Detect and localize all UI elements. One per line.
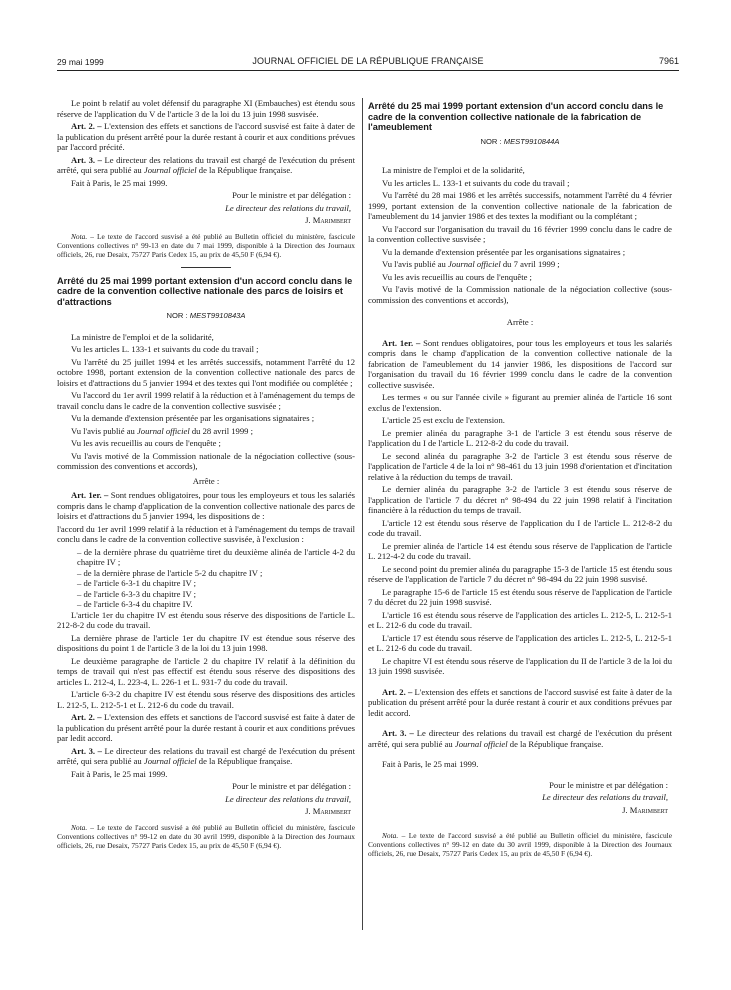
- header-date: 29 mai 1999: [57, 57, 104, 67]
- reserve-paragraph: Le deuxième paragraphe de l'article 2 du chapitre IV relatif à la définition du temps de travail qui n'est pas effectif est étendu sous réserve des dispositions des articles L. 212-4, L. 223-4, L. 226-1 et L. 931-7 du code du travail.: [57, 655, 355, 687]
- reserve-paragraph: Le second point du premier alinéa du paragraphe 15-3 de l'article 15 est étendu sous réserve de l'application de l'article 7 du décret n° 98-494 du 22 juin 1998 susvisé.: [368, 563, 672, 585]
- article-label: Art. 2. –: [382, 686, 413, 697]
- visa-paragraph: Vu la demande d'extension présentée par les organisations signataires ;: [71, 413, 315, 424]
- nor-code: MEST9910844A: [503, 136, 560, 146]
- article-text: Sont rendues obligatoires, pour tous les employeurs et tous les salariés compris dans le champ d'application de la convention collective nationale de la fabrication de l'ameublement du 14 janvier 1986, les dispositions de l'accord sur l'organisation du travail du 16 février 1999 conclu dans le cadre de la convention collective susvisée.: [368, 337, 672, 390]
- signature: J. Marimbert: [305, 806, 351, 817]
- article-text: L'extension des effets et sanctions de l'accord susvisé est faite à dater de la publication du présent arrêté pour la durée restant à courir et aux conditions prévues par ledit accord.: [57, 712, 355, 744]
- visa-text-end: du 28 avril 1999 ;: [191, 425, 253, 436]
- article-text-end: de la République française.: [509, 738, 604, 749]
- reserve-paragraph: L'article 6-3-2 du chapitre IV est étendu sous réserve des dispositions des articles L. 212-5, L. 212-5-1 et L. 212-6 du code du travail.: [57, 689, 355, 710]
- article-text: L'extension des effets et sanctions de l'accord susvisé est faite à dater de la publication du présent arrêté pour la durée restant à courir et aux conditions prévues par l'accord précité.: [57, 121, 355, 152]
- visa-paragraph: [57, 426, 355, 437]
- signature: J. Marimbert: [305, 215, 351, 225]
- article-2: [368, 687, 672, 719]
- article-text: Le directeur des relations du travail est chargé de l'exécution du présent arrêté, qui sera publié au: [57, 154, 355, 175]
- journal-name: Journal officiel: [447, 259, 501, 270]
- exclusion-item: – de la dernière phrase de l'article 5-2 du chapitre IV ;: [77, 567, 263, 578]
- accord-paragraph: l'accord du 1er avril 1999 relatif à la réduction et à l'aménagement du temps de travail conclu dans le cadre de la convention collective susvisée, à l'exclusion :: [57, 523, 355, 545]
- header-rule: [57, 70, 679, 71]
- article-label: Art. 3. –: [382, 728, 414, 739]
- exclusion-item: – de l'article 6-3-4 du chapitre IV.: [77, 599, 193, 610]
- visa-paragraph: Vu l'avis motivé de la Commission nationale de la négociation collective (sous-commission des conventions et accords),: [57, 450, 355, 472]
- left-column: [57, 98, 355, 852]
- visa-paragraph: Vu les avis recueillis au cours de l'enquête ;: [382, 271, 532, 282]
- exclusion-item: – de l'article 6-3-3 du chapitre IV ;: [77, 588, 197, 599]
- nota-label: Nota.: [71, 231, 88, 241]
- reserve-paragraph: Le dernier alinéa du paragraphe 3-2 de l'article 3 est étendu sous réserve de l'application de l'article 7 du décret n° 98-494 du 22 juin 1998 relatif à l'incitation financière à la réduction du temps de travail.: [368, 484, 672, 516]
- article-2: [57, 121, 355, 153]
- article-label: Art. 1er. –: [71, 490, 109, 501]
- reserve-paragraph: Le paragraphe 15-6 de l'article 15 est étendu sous réserve de l'application de l'article 7 du décret du 22 juin 1998 susvisé.: [368, 586, 672, 608]
- nor-reference: [57, 311, 355, 322]
- intro-paragraph: Le point b relatif au volet défensif du paragraphe XI (Embauches) est étendu sous réserve de l'application du V de l'article 3 de la loi du 13 juin 1998 susvisée.: [57, 98, 355, 119]
- visa-paragraph: Vu l'accord sur l'organisation du travail du 16 février 1999 conclu dans le cadre de la convention collective susvisée ;: [368, 223, 672, 245]
- reserve-paragraph: L'article 17 est étendu sous réserve de l'application des articles L. 212-5, L. 212-5-1 et L. 212-6 du code du travail.: [368, 632, 672, 654]
- reserve-paragraph: L'article 25 est exclu de l'extension.: [382, 415, 505, 426]
- nor-code: MEST9910843A: [189, 311, 246, 321]
- article-label: Art. 2. –: [71, 121, 102, 131]
- decree-heading: Arrêté du 25 mai 1999 portant extension d'un accord conclu dans le cadre de la convention collective nationale de la fabrication de l'ameublement: [368, 101, 664, 133]
- reserve-paragraph: L'article 1er du chapitre IV est étendu sous réserve des dispositions de l'article L. 212-8-2 du code du travail.: [57, 609, 355, 631]
- visa-paragraph: Vu les articles L. 133-1 et suivants du code du travail ;: [71, 344, 259, 355]
- delegation-line: Pour le ministre et par délégation :: [232, 781, 351, 792]
- visa-text: Vu l'avis publié au: [382, 259, 446, 270]
- nota-text: – Le texte de l'accord susvisé a été publié au Bulletin officiel du ministère, fascicule Conventions collectives n° 99-13 en date du 7 mai 1999, disponible à la Direction des Journaux officiels, 26, rue Desaix, 75727 Paris Cedex 15, au prix de 45,50 F (6,94 €).: [57, 231, 355, 259]
- reserve-paragraph: Le chapitre VI est étendu sous réserve de l'application du II de l'article 3 de la loi du 13 juin 1998 susvisée.: [368, 655, 672, 677]
- delegation-line: Pour le ministre et par délégation :: [232, 190, 351, 200]
- visa-text-end: du 7 avril 1999 ;: [502, 259, 560, 270]
- nor-label: NOR :: [166, 311, 188, 321]
- article-text: Le directeur des relations du travail est chargé de l'exécution du présent arrêté, qui sera publié au: [368, 728, 672, 749]
- journal-name: Journal officiel: [454, 738, 508, 749]
- nor-label: NOR :: [480, 136, 502, 146]
- page-header: [57, 56, 679, 70]
- visa-paragraph: Vu l'arrêté du 25 juillet 1994 et les arrêtés successifs, notamment l'arrêté du 12 octobre 1998, portant extension de la convention collective nationale des parcs de loisirs et d'attractions du 5 janvier 1994 et des textes qui l'ont modifiée ou complétée ;: [57, 356, 355, 388]
- fait-line: Fait à Paris, le 25 mai 1999.: [71, 768, 168, 779]
- nota-note: [57, 232, 355, 259]
- visa-paragraph: Vu les avis recueillis au cours de l'enquête ;: [71, 438, 221, 449]
- article-label: Art. 3. –: [71, 745, 102, 756]
- article-3: [368, 728, 672, 749]
- article-label: Art. 3. –: [71, 154, 102, 165]
- reserve-paragraph: Les termes « ou sur l'année civile » figurant au premier alinéa de l'article 16 sont exclus de l'extension.: [368, 392, 672, 413]
- ministre-line: La ministre de l'emploi et de la solidarité,: [71, 331, 214, 342]
- article-1: [57, 490, 355, 522]
- nota-note: [57, 823, 355, 850]
- decree-heading: Arrêté du 25 mai 1999 portant extension d'un accord conclu dans le cadre de la convention collective nationale des parcs de loisirs et d'attractions: [57, 275, 353, 307]
- right-column: [368, 101, 672, 860]
- visa-paragraph: [368, 259, 672, 270]
- visa-paragraph: Vu l'accord du 1er avril 1999 relatif à la réduction et à l'aménagement du temps de travail conclu dans le cadre de la convention collective susvisée ;: [57, 390, 355, 411]
- visa-paragraph: Vu la demande d'extension présentée par les organisations signataires ;: [382, 246, 626, 257]
- ministre-line: La ministre de l'emploi et de la solidarité,: [382, 165, 525, 176]
- nota-text: – Le texte de l'accord susvisé a été publié au Bulletin officiel du ministère, fascicule Conventions collectives n° 99-12 en date du 30 avril 1999, disponible à la Direction des Journaux officiels, 26, rue Desaix, 75727 Paris Cedex 15, au prix de 45,50 F (6,94 €).: [368, 831, 672, 859]
- visa-paragraph: Vu l'avis motivé de la Commission nationale de la négociation collective (sous-commission des conventions et accords),: [368, 284, 672, 305]
- article-3: [57, 746, 355, 767]
- visa-paragraph: Vu les articles L. 133-1 et suivants du code du travail ;: [382, 177, 570, 188]
- arrete-heading: Arrête :: [506, 317, 534, 328]
- visa-text: Vu l'avis publié au: [71, 425, 135, 436]
- reserve-paragraph: Le premier alinéa du paragraphe 3-1 de l'article 3 est étendu sous réserve de l'application du I de l'article L. 212-8-2 du code du travail.: [368, 427, 672, 449]
- fait-line: Fait à Paris, le 25 mai 1999.: [382, 759, 479, 770]
- article-text-end: de la République française.: [198, 756, 293, 767]
- nota-label: Nota.: [71, 822, 88, 832]
- reserve-paragraph: Le second alinéa du paragraphe 3-2 de l'article 3 est étendu sous réserve de l'application de l'article 4 de la loi n° 98-461 du 13 juin 1998 d'orientation et d'incitation relative à la réduction du temps de travail.: [368, 450, 672, 482]
- directeur-line: Le directeur des relations du travail,: [225, 793, 351, 804]
- signature: J. Marimbert: [622, 804, 668, 815]
- nota-text: – Le texte de l'accord susvisé a été publié au Bulletin officiel du ministère, fascicule Conventions collectives n° 99-12 en date du 30 avril 1999, disponible à la Direction des Journaux officiels, 26, rue Desaix, 75727 Paris Cedex 15, au prix de 45,50 F (6,94 €).: [57, 822, 355, 850]
- header-page-number: 7961: [658, 56, 679, 66]
- article-text: Le directeur des relations du travail est chargé de l'exécution du présent arrêté, qui sera publié au: [57, 745, 355, 767]
- delegation-line: Pour le ministre et par délégation :: [549, 779, 668, 790]
- article-1: [368, 338, 672, 391]
- journal-name: Journal officiel: [143, 165, 197, 175]
- reserve-paragraph: L'article 12 est étendu sous réserve de l'application du I de l'article L. 212-8-2 du code du travail.: [368, 517, 672, 539]
- article-text-end: de la République française.: [198, 165, 293, 175]
- nota-note: [368, 831, 672, 858]
- section-separator: [181, 267, 231, 268]
- directeur-line: Le directeur des relations du travail,: [225, 202, 351, 213]
- reserve-paragraph: Le premier alinéa de l'article 14 est étendu sous réserve de l'application de l'article L. 212-4-2 du code du travail.: [368, 540, 672, 562]
- arrete-heading: Arrête :: [192, 475, 220, 486]
- article-2: [57, 712, 355, 744]
- nota-label: Nota.: [382, 831, 399, 841]
- nor-reference: [368, 137, 672, 148]
- article-3: [57, 155, 355, 176]
- reserve-paragraph: La dernière phrase de l'article 1er du chapitre IV est étendue sous réserve des dispositions du point 1 de l'article 3 de la loi du 13 juin 1998.: [57, 632, 355, 654]
- fait-line: Fait à Paris, le 25 mai 1999.: [71, 177, 168, 188]
- article-text: L'extension des effets et sanctions de l'accord susvisé est faite à dater de la publication du présent arrêté pour la durée restant à courir et aux conditions prévues par ledit accord.: [368, 686, 673, 718]
- article-label: Art. 1er. –: [382, 337, 421, 348]
- visa-paragraph: Vu l'arrêté du 28 mai 1986 et les arrêtés successifs, notamment l'arrêté du 4 février 1999, portant extension de la convention collective nationale de la fabrication de l'ameublement du 14 janvier 1986 et des textes la modifiant ou la complétant ;: [368, 190, 672, 222]
- exclusion-item: – de l'article 6-3-1 du chapitre IV ;: [77, 578, 197, 589]
- journal-name: Journal officiel: [136, 425, 190, 436]
- article-label: Art. 2. –: [71, 712, 102, 723]
- journal-name: Journal officiel: [143, 756, 197, 767]
- column-divider: [362, 98, 363, 930]
- article-text: Sont rendues obligatoires, pour tous les employeurs et tous les salariés compris dans le champ d'application de la convention collective nationale des parcs de loisirs et d'attractions du 5 janvier 1994, les dispositions de :: [57, 490, 355, 522]
- directeur-line: Le directeur des relations du travail,: [542, 792, 668, 803]
- exclusion-item: – de la dernière phrase du quatrième tiret du deuxième alinéa de l'article 4-2 du chapitre IV ;: [77, 546, 355, 568]
- reserve-paragraph: L'article 16 est étendu sous réserve de l'application des articles L. 212-5, L. 212-5-1 et L. 212-6 du code du travail.: [368, 609, 672, 631]
- header-title: JOURNAL OFFICIEL DE LA RÉPUBLIQUE FRANÇAISE: [252, 56, 484, 66]
